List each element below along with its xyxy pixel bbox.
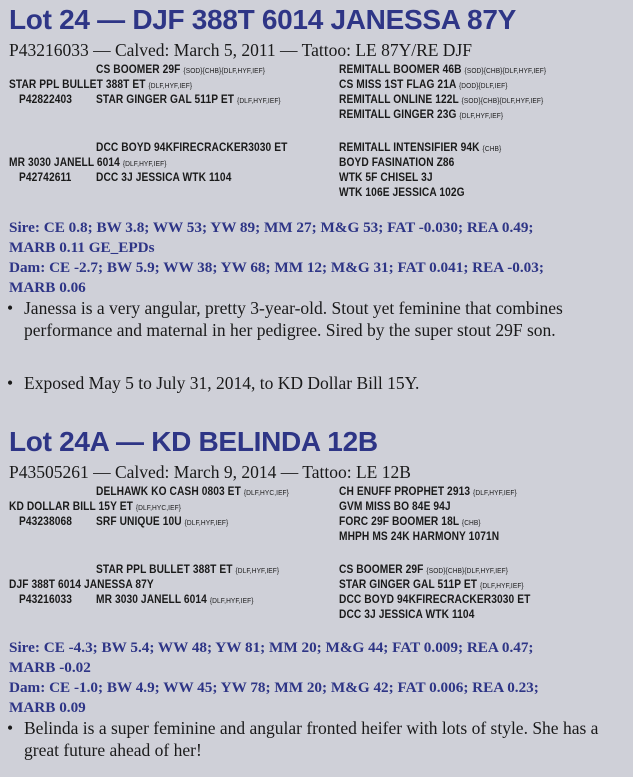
lot-24 <box>9 3 627 242</box>
pedigree-dsire-sire: REMITALL INTENSIFIER 94K {CHB} <box>339 141 502 154</box>
pedigree-sire-sire: CS BOOMER 29F {SOD}{CHB}{DLF,HYF,IEF} <box>96 63 266 76</box>
pedigree-ssire-sire: CH ENUFF PROPHET 2913 {DLF,HYF,IEF} <box>339 485 517 498</box>
pedigree <box>9 484 627 664</box>
pedigree-dam-dam: MR 3030 JANELL 6014 {DLF,HYF,IEF} <box>96 593 254 606</box>
pedigree-sdam-sire: FORC 29F BOOMER 18L {CHB} <box>339 515 481 528</box>
registration-line: P43216033 — Calved: March 5, 2011 — Tattoo: LE 87Y/RE DJF <box>9 40 472 60</box>
pedigree-dam: MR 3030 JANELL 6014 {DLF,HYF,IEF} <box>9 156 167 169</box>
pedigree-dsire-sire: CS BOOMER 29F {SOD}{CHB}{DLF,HYF,IEF} <box>339 563 509 576</box>
dam-epd-line-2: MARB 0.09 <box>9 699 86 716</box>
pedigree-dam-dam: DCC 3J JESSICA WTK 1104 <box>96 171 232 184</box>
sire-epd-line-2: MARB -0.02 <box>9 659 91 676</box>
pedigree-ddam-dam: DCC 3J JESSICA WTK 1104 <box>339 608 475 621</box>
note-bullet <box>7 297 617 341</box>
pedigree-ddam-dam: WTK 106E JESSICA 102G <box>339 186 465 199</box>
pedigree-ssire-dam: CS MISS 1ST FLAG 21A {DOD}{DLF,IEF} <box>339 78 508 91</box>
sire-epd-line-2: MARB 0.11 GE_EPDs <box>9 239 155 256</box>
pedigree-ddam-sire: WTK 5F CHISEL 3J <box>339 171 433 184</box>
pedigree-sire-reg: P42822403 <box>19 93 72 106</box>
pedigree <box>9 62 627 242</box>
note-text: Janessa is a very angular, pretty 3-year-old. Stout yet feminine that combines performance and maternal in her pedigree. Sired by the super stout 29F son. <box>24 298 563 340</box>
pedigree-sire-sire: DELHAWK KO CASH 0803 ET {DLF,HYC,IEF} <box>96 485 289 498</box>
sire-epd-line: Sire: CE -4.3; BW 5.4; WW 48; YW 81; MM 20; M&G 44; FAT 0.009; REA 0.47; <box>9 639 534 656</box>
dam-epd-line: Dam: CE -1.0; BW 4.9; WW 45; YW 78; MM 20; M&G 42; FAT 0.006; REA 0.23; <box>9 679 539 696</box>
pedigree-sire-dam: STAR GINGER GAL 511P ET {DLF,HYF,IEF} <box>96 93 281 106</box>
bullet-icon: • <box>7 298 14 318</box>
bullet-icon: • <box>7 718 14 738</box>
pedigree-dsire-dam: BOYD FASINATION Z86 <box>339 156 455 169</box>
dam-epd-line-2: MARB 0.06 <box>9 279 86 296</box>
pedigree-sdam-dam: REMITALL GINGER 23G {DLF,HYF,IEF} <box>339 108 504 121</box>
pedigree-dsire-dam: STAR GINGER GAL 511P ET {DLF,HYF,IEF} <box>339 578 524 591</box>
pedigree-dam-reg: P43216033 <box>19 593 72 606</box>
lot-title: Lot 24A — KD BELINDA 12B <box>9 426 378 457</box>
pedigree-sire: STAR PPL BULLET 388T ET {DLF,HYF,IEF} <box>9 78 193 91</box>
lot-title: Lot 24 — DJF 388T 6014 JANESSA 87Y <box>9 4 516 35</box>
pedigree-dam-reg: P42742611 <box>19 171 72 184</box>
pedigree-ssire-sire: REMITALL BOOMER 46B {SOD}{CHB}{DLF,HYF,IEF} <box>339 63 547 76</box>
pedigree-sdam-dam: MHPH MS 24K HARMONY 1071N <box>339 530 500 543</box>
bullet-icon: • <box>7 373 14 393</box>
pedigree-ddam-sire: DCC BOYD 94KFIRECRACKER3030 ET <box>339 593 531 606</box>
note-bullet <box>7 717 617 761</box>
note-text: Exposed May 5 to July 31, 2014, to KD Dollar Bill 15Y. <box>24 373 420 393</box>
pedigree-sdam-sire: REMITALL ONLINE 122L {SOD}{CHB}{DLF,HYF,IEF} <box>339 93 544 106</box>
pedigree-dam-sire: STAR PPL BULLET 388T ET {DLF,HYF,IEF} <box>96 563 280 576</box>
note-text: Belinda is a super feminine and angular fronted heifer with lots of style. She has a great future ahead of her! <box>24 718 599 760</box>
lot-24a <box>9 425 627 664</box>
pedigree-sire-reg: P43238068 <box>19 515 72 528</box>
registration-line: P43505261 — Calved: March 9, 2014 — Tattoo: LE 12B <box>9 462 411 482</box>
sire-epd-line: Sire: CE 0.8; BW 3.8; WW 53; YW 89; MM 27; M&G 53; FAT -0.030; REA 0.49; <box>9 219 534 236</box>
note-bullet <box>7 372 617 394</box>
pedigree-dam: DJF 388T 6014 JANESSA 87Y <box>9 578 154 591</box>
pedigree-dam-sire: DCC BOYD 94KFIRECRACKER3030 ET <box>96 141 288 154</box>
pedigree-sire-dam: SRF UNIQUE 10U {DLF,HYF,IEF} <box>96 515 229 528</box>
pedigree-ssire-dam: GVM MISS BO 84E 94J <box>339 500 451 513</box>
pedigree-sire: KD DOLLAR BILL 15Y ET {DLF,HYC,IEF} <box>9 500 182 513</box>
dam-epd-line: Dam: CE -2.7; BW 5.9; WW 38; YW 68; MM 12; M&G 31; FAT 0.041; REA -0.03; <box>9 259 544 276</box>
